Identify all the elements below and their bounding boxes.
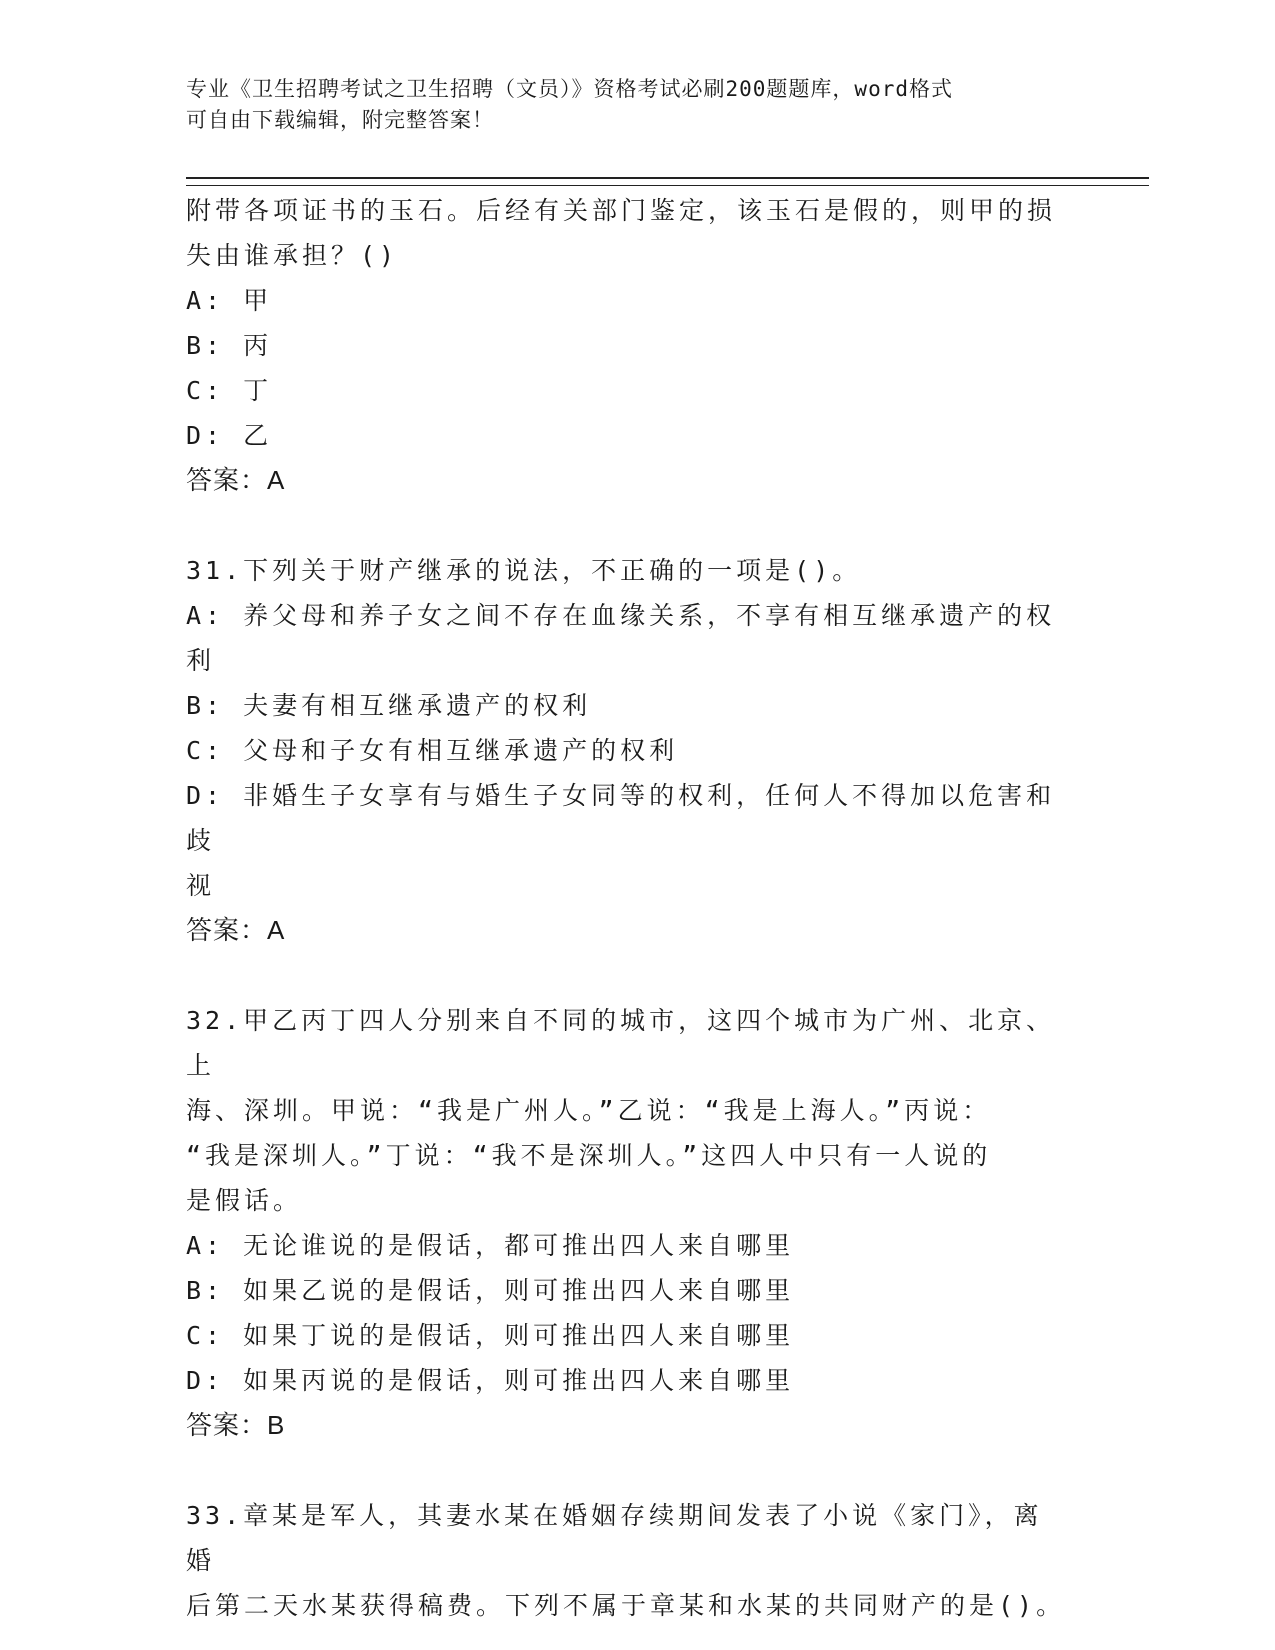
- question-32: [186, 998, 1066, 1448]
- option-d-continued: 视: [186, 871, 216, 900]
- question-31: [186, 548, 1066, 953]
- answer: 答案：A: [186, 465, 286, 495]
- question-text: 失由谁承担？(): [186, 241, 399, 270]
- document-body: [186, 188, 1066, 1628]
- page-header: [186, 74, 1066, 136]
- option-c: C: 父母和子女有相互继承遗产的权利: [186, 736, 679, 765]
- answer: 答案：A: [186, 915, 286, 945]
- question-text: 32.甲乙丙丁四人分别来自不同的城市，这四个城市为广州、北京、上: [186, 1006, 1056, 1080]
- question-text: 海、深圳。甲说：“我是广州人。”乙说：“我是上海人。”丙说：: [186, 1096, 992, 1125]
- option-d: D: 乙: [186, 421, 273, 450]
- option-a: A: 甲: [186, 286, 273, 315]
- question-text: “我是深圳人。”丁说：“我不是深圳人。”这四人中只有一人说的: [186, 1141, 992, 1170]
- option-a: A: 无论谁说的是假话，都可推出四人来自哪里: [186, 1231, 795, 1260]
- option-d: D: 非婚生子女享有与婚生子女同等的权利，任何人不得加以危害和歧: [186, 781, 1056, 855]
- header-title-line-2: 可自由下载编辑，附完整答案！: [186, 108, 494, 132]
- answer: 答案：B: [186, 1410, 286, 1440]
- option-c: C: 如果丁说的是假话，则可推出四人来自哪里: [186, 1321, 795, 1350]
- question-30: [186, 188, 1066, 503]
- question-text: 31.下列关于财产继承的说法，不正确的一项是()。: [186, 556, 862, 585]
- question-text: 附带各项证书的玉石。后经有关部门鉴定，该玉石是假的，则甲的损: [186, 196, 1057, 225]
- question-33: [186, 1493, 1066, 1628]
- option-d: D: 如果丙说的是假话，则可推出四人来自哪里: [186, 1366, 795, 1395]
- option-b: B: 如果乙说的是假话，则可推出四人来自哪里: [186, 1276, 795, 1305]
- header-divider: [186, 177, 1149, 186]
- option-a: A: 养父母和养子女之间不存在血缘关系，不享有相互继承遗产的权利: [186, 601, 1056, 675]
- question-text: 是假话。: [186, 1186, 303, 1215]
- header-title-line-1: 专业《卫生招聘考试之卫生招聘（文员）》资格考试必刷200题题库，word格式: [186, 77, 953, 101]
- question-text: 33.章某是军人，其妻水某在婚姻存续期间发表了小说《家门》，离婚: [186, 1501, 1043, 1575]
- option-c: C: 丁: [186, 376, 273, 405]
- question-text: 后第二天水某获得稿费。下列不属于章某和水某的共同财产的是()。: [186, 1591, 1066, 1620]
- option-b: B: 夫妻有相互继承遗产的权利: [186, 691, 592, 720]
- option-b: B: 丙: [186, 331, 273, 360]
